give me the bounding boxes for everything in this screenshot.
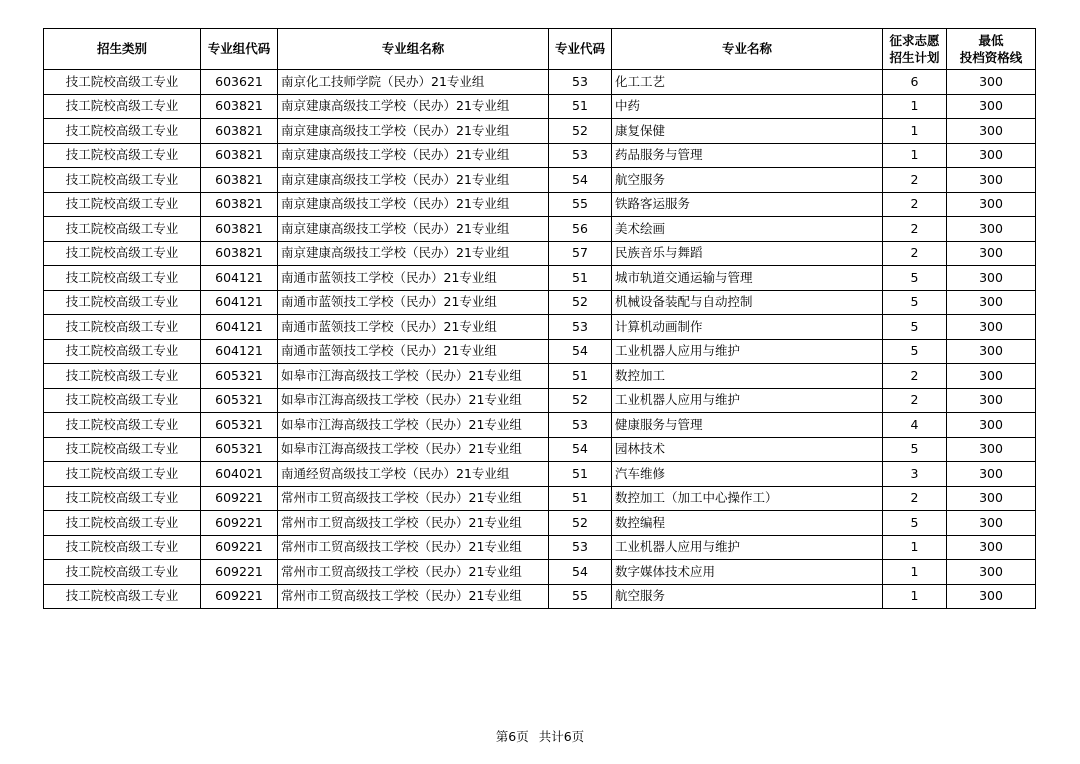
cell-major-code: 51 [549,94,612,119]
header-group-code: 专业组代码 [201,29,278,70]
cell-category: 技工院校高级工专业 [44,364,201,389]
cell-plan: 5 [883,339,947,364]
cell-score: 300 [947,413,1036,438]
cell-major-code: 54 [549,437,612,462]
cell-major-code: 54 [549,560,612,585]
header-plan-line2: 招生计划 [889,50,940,65]
cell-major-name: 数控编程 [612,511,883,536]
cell-score: 300 [947,462,1036,487]
cell-plan: 2 [883,168,947,193]
cell-score: 300 [947,143,1036,168]
cell-group-name: 南京建康高级技工学校（民办）21专业组 [278,241,549,266]
header-plan-line1: 征求志愿 [889,33,940,48]
table-row [44,560,1036,585]
cell-group-code: 605321 [201,364,278,389]
header-group-name: 专业组名称 [278,29,549,70]
cell-major-code: 56 [549,217,612,242]
cell-major-name: 工业机器人应用与维护 [612,339,883,364]
table-row [44,290,1036,315]
cell-group-code: 603821 [201,94,278,119]
cell-group-name: 南京建康高级技工学校（民办）21专业组 [278,143,549,168]
cell-score: 300 [947,168,1036,193]
cell-group-name: 常州市工贸高级技工学校（民办）21专业组 [278,584,549,609]
cell-plan: 1 [883,584,947,609]
table-row [44,70,1036,95]
cell-major-name: 铁路客运服务 [612,192,883,217]
cell-major-name: 数字媒体技术应用 [612,560,883,585]
cell-major-name: 数控加工（加工中心操作工） [612,486,883,511]
cell-score: 300 [947,437,1036,462]
cell-group-name: 如皋市江海高级技工学校（民办）21专业组 [278,388,549,413]
cell-group-name: 南通市蓝领技工学校（民办）21专业组 [278,266,549,291]
cell-group-code: 604121 [201,315,278,340]
cell-group-name: 常州市工贸高级技工学校（民办）21专业组 [278,560,549,585]
table-row [44,168,1036,193]
table-row [44,584,1036,609]
cell-group-code: 603821 [201,168,278,193]
table-body [44,70,1036,609]
cell-plan: 1 [883,119,947,144]
cell-group-name: 南通市蓝领技工学校（民办）21专业组 [278,339,549,364]
cell-category: 技工院校高级工专业 [44,511,201,536]
header-score-line1: 最低 [978,33,1004,48]
cell-plan: 5 [883,511,947,536]
cell-major-code: 53 [549,535,612,560]
cell-group-code: 603821 [201,119,278,144]
cell-group-name: 南京建康高级技工学校（民办）21专业组 [278,192,549,217]
cell-major-name: 药品服务与管理 [612,143,883,168]
cell-category: 技工院校高级工专业 [44,143,201,168]
table-row [44,266,1036,291]
cell-plan: 2 [883,192,947,217]
cell-group-name: 常州市工贸高级技工学校（民办）21专业组 [278,511,549,536]
cell-score: 300 [947,290,1036,315]
cell-group-code: 603821 [201,192,278,217]
cell-major-name: 美术绘画 [612,217,883,242]
cell-category: 技工院校高级工专业 [44,339,201,364]
cell-group-code: 609221 [201,584,278,609]
cell-major-name: 机械设备装配与自动控制 [612,290,883,315]
cell-major-name: 民族音乐与舞蹈 [612,241,883,266]
cell-category: 技工院校高级工专业 [44,535,201,560]
cell-category: 技工院校高级工专业 [44,241,201,266]
cell-score: 300 [947,388,1036,413]
cell-major-name: 航空服务 [612,584,883,609]
cell-score: 300 [947,364,1036,389]
cell-score: 300 [947,486,1036,511]
cell-group-name: 南京建康高级技工学校（民办）21专业组 [278,217,549,242]
cell-group-code: 604121 [201,290,278,315]
cell-plan: 5 [883,266,947,291]
table-row [44,535,1036,560]
cell-score: 300 [947,339,1036,364]
cell-category: 技工院校高级工专业 [44,192,201,217]
header-major-code: 专业代码 [549,29,612,70]
cell-group-code: 603821 [201,217,278,242]
cell-group-name: 南通市蓝领技工学校（民办）21专业组 [278,315,549,340]
cell-category: 技工院校高级工专业 [44,168,201,193]
cell-plan: 3 [883,462,947,487]
cell-major-code: 51 [549,486,612,511]
cell-score: 300 [947,241,1036,266]
cell-group-code: 603621 [201,70,278,95]
cell-major-code: 57 [549,241,612,266]
cell-major-code: 52 [549,388,612,413]
cell-plan: 5 [883,290,947,315]
cell-group-name: 南京化工技师学院（民办）21专业组 [278,70,549,95]
cell-category: 技工院校高级工专业 [44,413,201,438]
cell-plan: 1 [883,94,947,119]
cell-category: 技工院校高级工专业 [44,119,201,144]
cell-category: 技工院校高级工专业 [44,266,201,291]
cell-major-name: 汽车维修 [612,462,883,487]
cell-plan: 6 [883,70,947,95]
cell-plan: 2 [883,486,947,511]
table-row [44,511,1036,536]
cell-group-name: 常州市工贸高级技工学校（民办）21专业组 [278,535,549,560]
cell-category: 技工院校高级工专业 [44,94,201,119]
cell-major-code: 52 [549,290,612,315]
cell-major-code: 54 [549,339,612,364]
cell-major-name: 工业机器人应用与维护 [612,535,883,560]
cell-group-name: 南通市蓝领技工学校（民办）21专业组 [278,290,549,315]
cell-score: 300 [947,70,1036,95]
cell-major-code: 53 [549,413,612,438]
cell-major-code: 53 [549,70,612,95]
cell-score: 300 [947,560,1036,585]
cell-group-name: 南通经贸高级技工学校（民办）21专业组 [278,462,549,487]
cell-group-code: 609221 [201,511,278,536]
cell-major-name: 计算机动画制作 [612,315,883,340]
cell-group-name: 常州市工贸高级技工学校（民办）21专业组 [278,486,549,511]
cell-plan: 4 [883,413,947,438]
cell-group-code: 605321 [201,413,278,438]
table-row [44,413,1036,438]
cell-score: 300 [947,535,1036,560]
table-row [44,192,1036,217]
header-plan [883,29,947,70]
table-row [44,364,1036,389]
cell-major-code: 55 [549,192,612,217]
table-row [44,437,1036,462]
cell-group-code: 604121 [201,339,278,364]
cell-group-code: 605321 [201,437,278,462]
cell-plan: 2 [883,388,947,413]
cell-category: 技工院校高级工专业 [44,70,201,95]
cell-group-name: 如皋市江海高级技工学校（民办）21专业组 [278,364,549,389]
cell-group-code: 604021 [201,462,278,487]
cell-major-name: 数控加工 [612,364,883,389]
table-row [44,486,1036,511]
cell-category: 技工院校高级工专业 [44,437,201,462]
table-row [44,388,1036,413]
cell-group-name: 南京建康高级技工学校（民办）21专业组 [278,168,549,193]
cell-group-code: 609221 [201,486,278,511]
admissions-table [43,28,1036,609]
cell-major-name: 康复保健 [612,119,883,144]
header-row [44,29,1036,70]
cell-major-name: 化工工艺 [612,70,883,95]
header-score [947,29,1036,70]
cell-score: 300 [947,511,1036,536]
cell-plan: 5 [883,437,947,462]
table-row [44,462,1036,487]
cell-major-name: 健康服务与管理 [612,413,883,438]
cell-category: 技工院校高级工专业 [44,290,201,315]
cell-plan: 2 [883,217,947,242]
table-row [44,241,1036,266]
cell-score: 300 [947,192,1036,217]
cell-major-code: 55 [549,584,612,609]
cell-group-name: 如皋市江海高级技工学校（民办）21专业组 [278,413,549,438]
cell-major-code: 53 [549,315,612,340]
cell-group-code: 603821 [201,241,278,266]
cell-score: 300 [947,266,1036,291]
cell-major-code: 54 [549,168,612,193]
cell-major-name: 工业机器人应用与维护 [612,388,883,413]
table-row [44,217,1036,242]
cell-score: 300 [947,119,1036,144]
cell-group-name: 南京建康高级技工学校（民办）21专业组 [278,94,549,119]
header-category: 招生类别 [44,29,201,70]
cell-group-name: 如皋市江海高级技工学校（民办）21专业组 [278,437,549,462]
cell-score: 300 [947,584,1036,609]
cell-category: 技工院校高级工专业 [44,584,201,609]
table-row [44,143,1036,168]
cell-major-code: 52 [549,119,612,144]
table-row [44,315,1036,340]
cell-category: 技工院校高级工专业 [44,388,201,413]
header-major-name: 专业名称 [612,29,883,70]
cell-category: 技工院校高级工专业 [44,560,201,585]
table-row [44,339,1036,364]
cell-major-name: 中药 [612,94,883,119]
cell-group-code: 609221 [201,560,278,585]
cell-major-code: 51 [549,364,612,389]
cell-plan: 5 [883,315,947,340]
cell-group-name: 南京建康高级技工学校（民办）21专业组 [278,119,549,144]
cell-group-code: 603821 [201,143,278,168]
cell-major-code: 53 [549,143,612,168]
cell-score: 300 [947,315,1036,340]
cell-plan: 1 [883,560,947,585]
cell-group-code: 609221 [201,535,278,560]
cell-score: 300 [947,94,1036,119]
cell-category: 技工院校高级工专业 [44,217,201,242]
cell-plan: 1 [883,143,947,168]
table-row [44,119,1036,144]
cell-score: 300 [947,217,1036,242]
cell-group-code: 604121 [201,266,278,291]
cell-category: 技工院校高级工专业 [44,462,201,487]
cell-plan: 2 [883,364,947,389]
cell-major-name: 城市轨道交通运输与管理 [612,266,883,291]
table-row [44,94,1036,119]
cell-category: 技工院校高级工专业 [44,486,201,511]
cell-major-name: 航空服务 [612,168,883,193]
page-total: 共计6页 [538,729,585,744]
cell-major-code: 51 [549,266,612,291]
header-score-line2: 投档资格线 [959,50,1023,65]
cell-group-code: 605321 [201,388,278,413]
page-number: 第6页 [495,729,529,744]
page-footer [0,727,1080,745]
cell-plan: 2 [883,241,947,266]
cell-major-code: 52 [549,511,612,536]
cell-major-code: 51 [549,462,612,487]
cell-major-name: 园林技术 [612,437,883,462]
cell-plan: 1 [883,535,947,560]
cell-category: 技工院校高级工专业 [44,315,201,340]
